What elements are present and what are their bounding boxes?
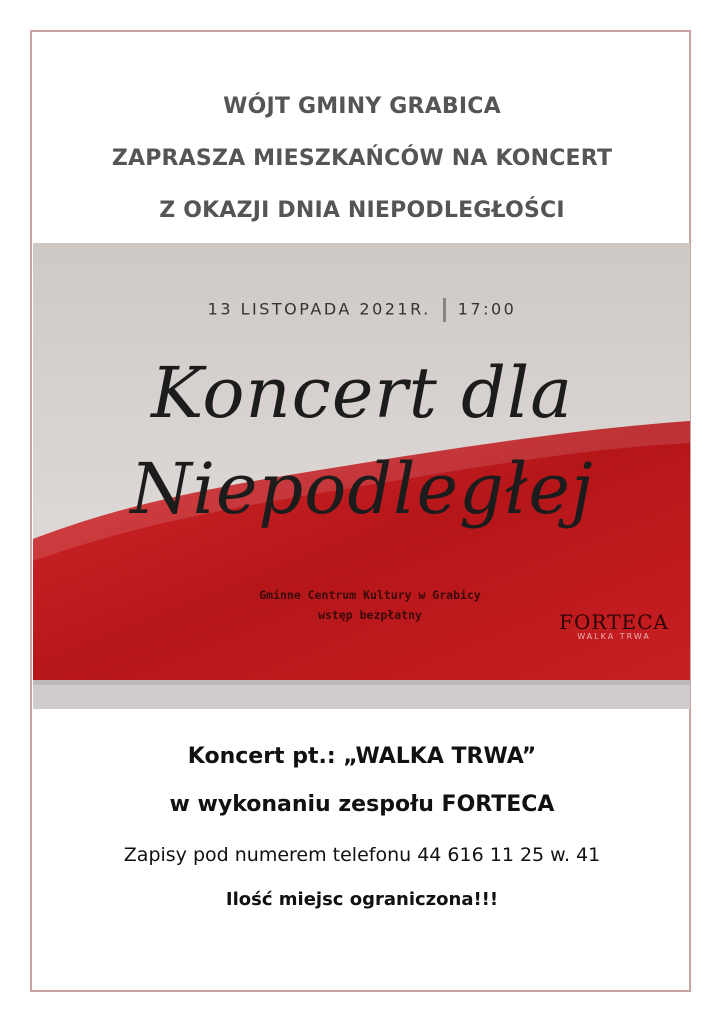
header-line-1: WÓJT GMINY GRABICA [223, 94, 501, 119]
venue-name: Gminne Centrum Kultury w Grabicy [259, 588, 481, 602]
header-line-3: Z OKAZJI DNIA NIEPODLEGŁOŚCI [159, 198, 565, 223]
performer-line: w wykonaniu zespołu FORTECA [169, 792, 555, 817]
event-date: 13 LISTOPADA 2021R. [207, 299, 431, 319]
banner-title-line-1: Koncert dla [150, 352, 574, 434]
concert-title: Koncert pt.: „WALKA TRWA” [187, 744, 537, 769]
entry-info: wstęp bezpłatny [318, 608, 422, 622]
event-time: 17:00 [457, 299, 517, 319]
limited-seats-notice: Ilość miejsc ograniczona!!! [225, 889, 499, 910]
banner-title-line-2: Niepodległej [130, 448, 594, 530]
registration-phone: Zapisy pod numerem telefonu 44 616 11 25 w. 41 [123, 844, 601, 866]
header-line-2: ZAPRASZA MIESZKAŃCÓW NA KONCERT [111, 146, 613, 171]
date-separator [443, 298, 446, 322]
event-date-time [0, 298, 724, 322]
logo-subtitle: WALKA TRWA [577, 632, 651, 641]
logo-name: FORTECA [559, 610, 669, 634]
forteca-logo [545, 610, 683, 641]
